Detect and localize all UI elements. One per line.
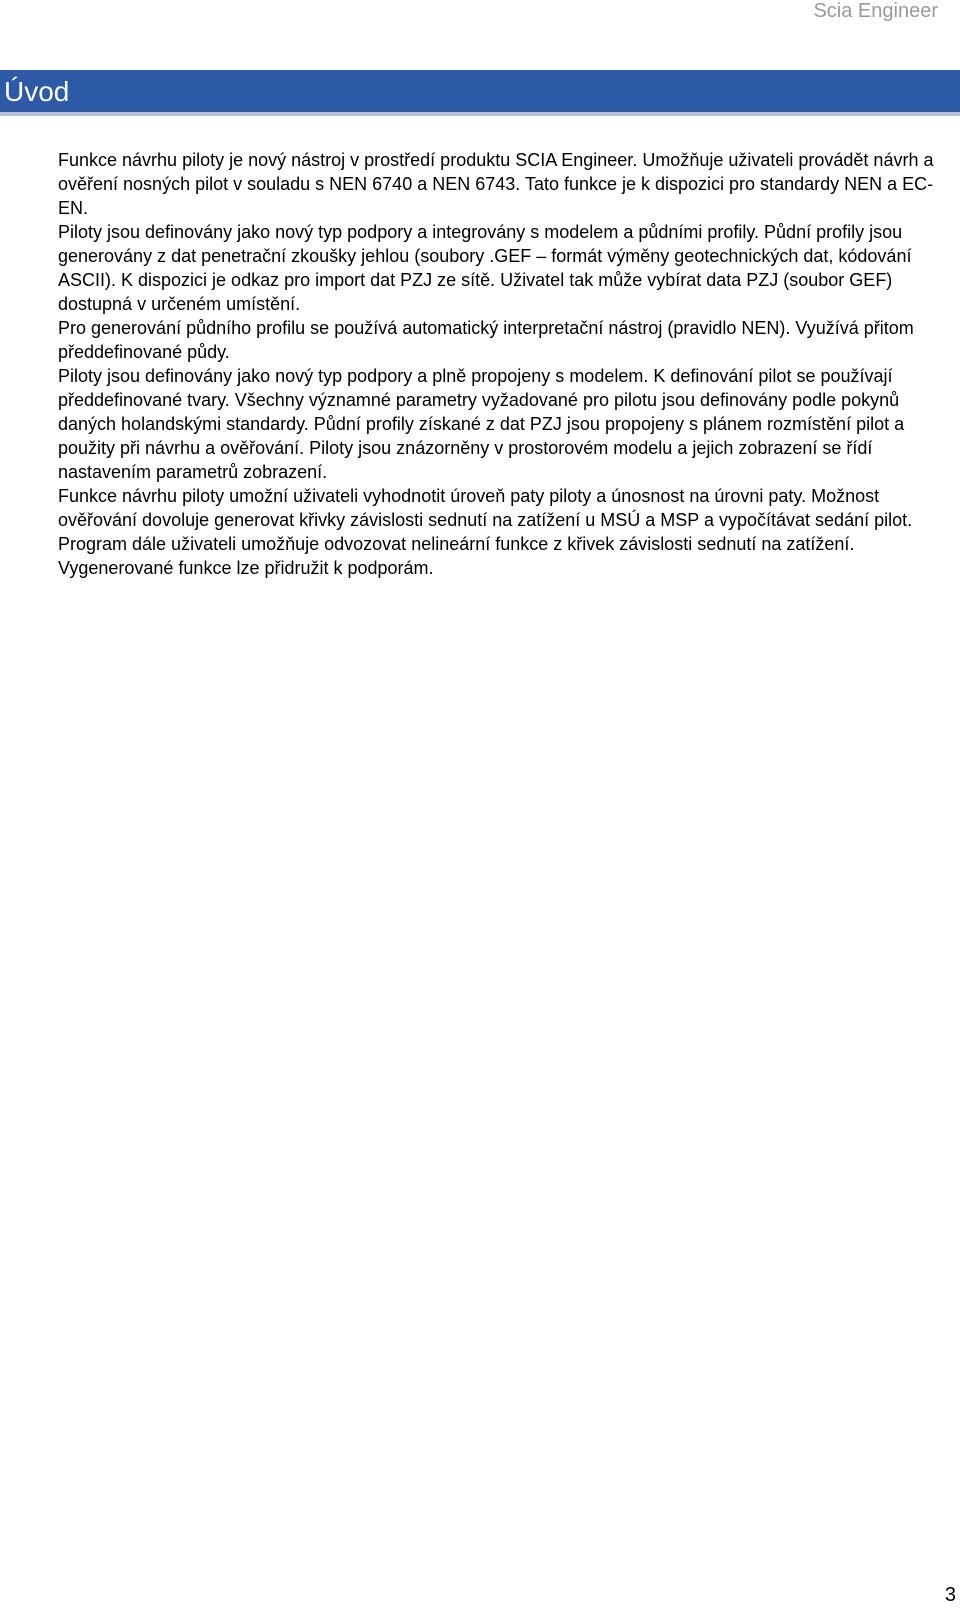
- paragraph-intro: Funkce návrhu piloty je nový nástroj v prostředí produktu SCIA Engineer. Umožňuje uživateli provádět návrh a ověření nosných pilot v souladu s NEN 6740 a NEN 6743. Tato funkce je k dispozici pro standardy NEN a EC-EN.: [58, 150, 934, 218]
- paragraph-soil-profiles: Piloty jsou definovány jako nový typ podpory a integrovány s modelem a půdními profily. Půdní profily jsou generovány z dat penetrační zkoušky jehlou (soubory .GEF – formát výměny geotechnických dat, kódování ASCII). K dispozici je odkaz pro import dat PZJ ze sítě. Uživatel tak může vybírat data PZJ (soubor GEF) dostupná v určeném umístění.: [58, 222, 912, 314]
- chapter-heading-bar: [0, 70, 960, 116]
- page-number: 3: [944, 1584, 956, 1606]
- chapter-title: Úvod: [4, 76, 70, 107]
- body-text: [58, 148, 938, 580]
- paragraph-pile-definition: Piloty jsou definovány jako nový typ podpory a plně propojeny s modelem. K definování pilot se používají předdefinované tvary. Všechny významné parametry vyžadované pro pilotu jsou definovány podle pokynů daných holandskými standardy. Půdní profily získané z dat PZJ jsou propojeny s plánem rozmístění pilot a použity při návrhu a ověřování. Piloty jsou znázorněny v prostorovém modelu a jejich zobrazení se řídí nastavením parametrů zobrazení.: [58, 366, 905, 482]
- running-header: Scia Engineer: [813, 0, 938, 22]
- paragraph-nonlinear-functions: Program dále uživateli umožňuje odvozovat nelineární funkce z křivek závislosti sednutí na zatížení. Vygenerované funkce lze přidružit k podporám.: [58, 534, 855, 578]
- paragraph-verification: Funkce návrhu piloty umožní uživateli vyhodnotit úroveň paty piloty a únosnost na úrovni paty. Možnost ověřování dovoluje generovat křivky závislosti sednutí na zatížení u MSÚ a MSP a vypočítávat sedání pilot.: [58, 486, 913, 530]
- paragraph-profile-generation: Pro generování půdního profilu se používá automatický interpretační nástroj (pravidlo NEN). Využívá přitom předdefinované půdy.: [58, 318, 914, 362]
